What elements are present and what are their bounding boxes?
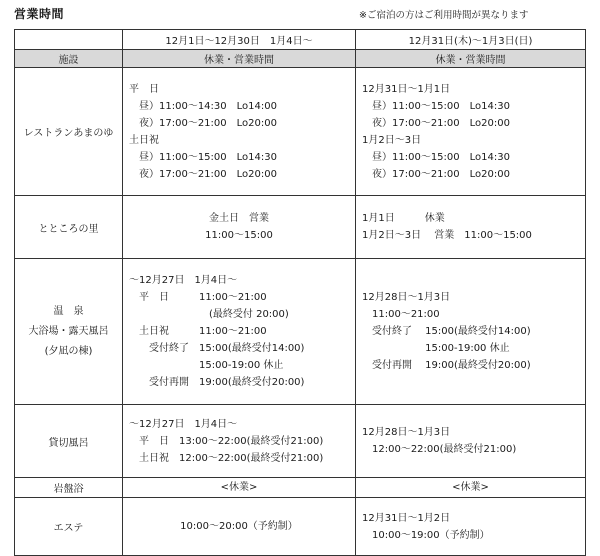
hours-column-header-newyear: 休業・営業時間 [356, 50, 586, 68]
table-row-totoro [15, 196, 586, 259]
period-header-row [15, 30, 586, 50]
facility-name: 岩盤浴 [15, 478, 123, 498]
facility-name: とところの里 [15, 196, 123, 259]
hours-newyear: 12月31日～1月2日 10:00～19:00（予約制） [356, 498, 586, 556]
period-header-newyear: 12月31日(木)～1月3日(日) [356, 30, 586, 50]
facility-name: 温 泉 大浴場・露天風呂 (夕凪の棟) [28, 305, 109, 357]
period-header-regular: 12月1日～12月30日 1月4日～ [123, 30, 356, 50]
guest-note: ※ご宿泊の方はご利用時間が異なります [359, 10, 529, 21]
facility-name: エステ [15, 498, 123, 556]
hours-regular: ～12月27日 1月4日～ 平 日 13:00～22:00(最終受付21:00) 土日祝 12:00～22:00(最終受付21:00) [123, 405, 356, 478]
column-header-row [15, 50, 586, 68]
hours-newyear: 12月28日～1月3日 12:00～22:00(最終受付21:00) [356, 405, 586, 478]
hours-newyear: 1月1日 休業 1月2日～3日 営業 11:00～15:00 [356, 196, 586, 259]
hours-regular: 10:00～20:00（予約制） [123, 498, 356, 556]
table-row-bedrock-bath [15, 478, 586, 498]
table-row-restaurant [15, 68, 586, 196]
hours-regular: 金土日 営業 11:00～15:00 [123, 196, 356, 259]
facility-cell [15, 259, 123, 405]
empty-header-cell [15, 30, 123, 50]
hours-regular: ～12月27日 1月4日～ 平 日 11:00～21:00 (最終受付 20:00) 土日祝 11:00～21:00 受付終了 15:00(最終受付14:00) 15:00-19:00 休止 受付再開 19:00(最終受付20:00) [123, 259, 356, 405]
facility-name: レストランあまのゆ [15, 68, 123, 196]
table-row-onsen [15, 259, 586, 405]
hours-regular: <休業> [123, 478, 356, 498]
hours-newyear: 12月31日～1月1日 昼）11:00～15:00 Lo14:30 夜）17:00～21:00 Lo20:00 1月2日～3日 昼）11:00～15:00 Lo14:30 夜）17:00～21:00 Lo20:00 [356, 68, 586, 196]
table-row-esthetic [15, 498, 586, 556]
hours-newyear: 12月28日～1月3日 11:00～21:00 受付終了 15:00(最終受付14:00) 15:00-19:00 休止 受付再開 19:00(最終受付20:00) [356, 259, 586, 405]
hours-column-header-regular: 休業・営業時間 [123, 50, 356, 68]
facility-column-header: 施設 [15, 50, 123, 68]
table-row-private-bath [15, 405, 586, 478]
hours-newyear: <休業> [356, 478, 586, 498]
facility-name: 貸切風呂 [15, 405, 123, 478]
page-title: 営業時間 [14, 7, 65, 21]
business-hours-table [14, 29, 586, 556]
hours-regular: 平 日 昼）11:00～14:30 Lo14:00 夜）17:00～21:00 Lo20:00 土日祝 昼）11:00～15:00 Lo14:30 夜）17:00～21:00 Lo20:00 [123, 68, 356, 196]
